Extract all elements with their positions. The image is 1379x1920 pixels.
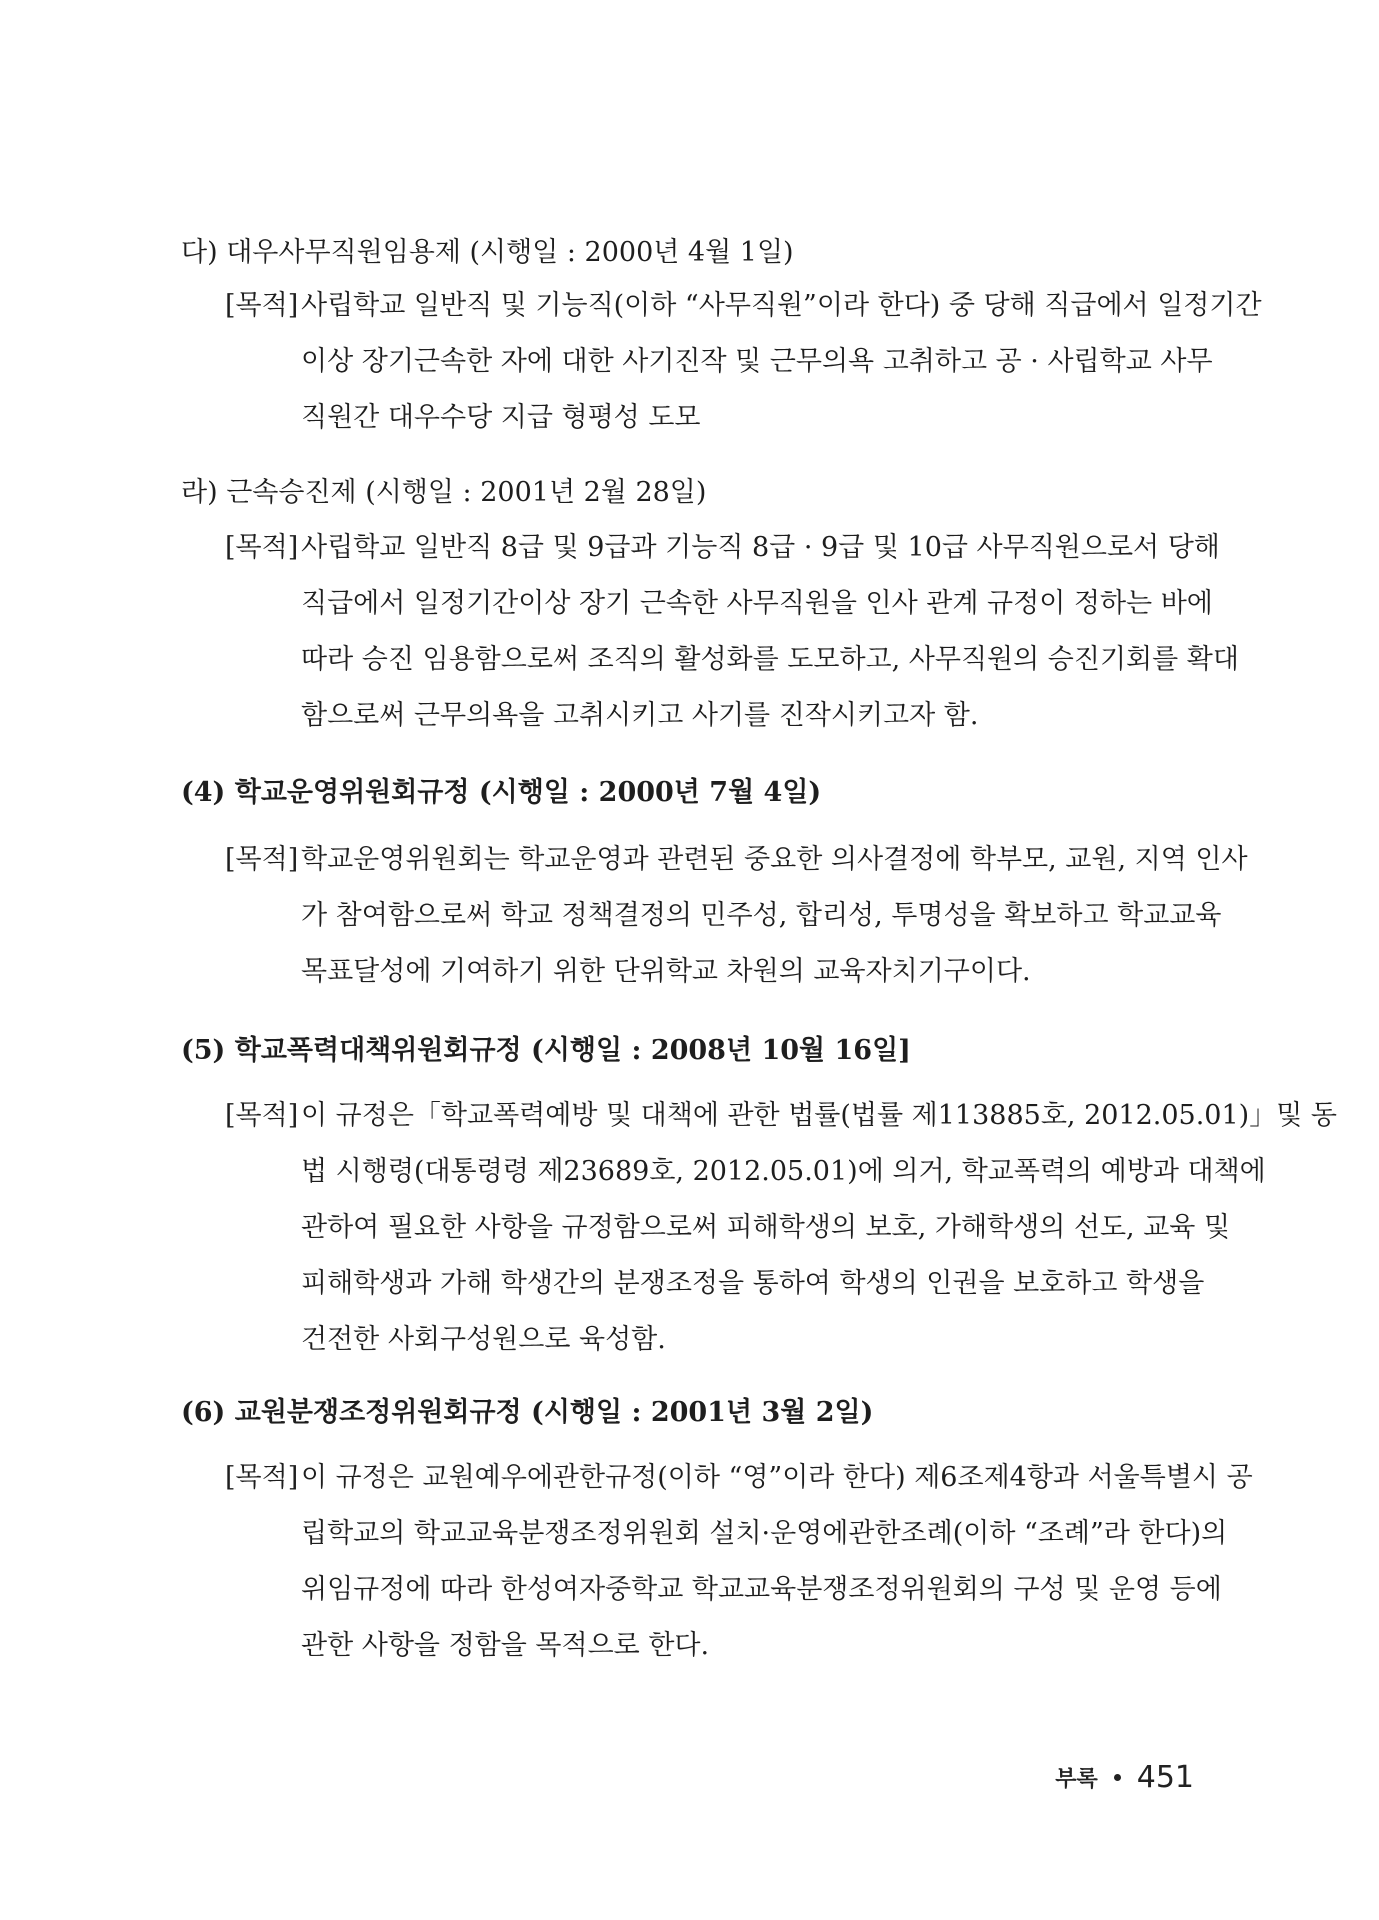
purpose-tag: [목적] [225, 532, 299, 563]
paragraph-line: 따라 승진 임용함으로써 조직의 활성화를 도모하고, 사무직원의 승진기회를 확대 [301, 644, 1239, 675]
section-title: (6) 교원분쟁조정위원회규정 (시행일 : 2001년 3월 2일) [181, 1397, 874, 1428]
paragraph-line: 사립학교 일반직 8급 및 9급과 기능직 8급 · 9급 및 10급 사무직원으로서 당해 [301, 532, 1220, 563]
footer-label: 부록 [1055, 1767, 1098, 1792]
paragraph-line: 가 참여함으로써 학교 정책결정의 민주성, 합리성, 투명성을 확보하고 학교교육 [301, 900, 1222, 931]
paragraph-line: 법 시행령(대통령령 제23689호, 2012.05.01)에 의거, 학교폭력의 예방과 대책에 [301, 1156, 1266, 1187]
paragraph-line: 사립학교 일반직 및 기능직(이하 “사무직원”이라 한다) 중 당해 직급에서 일정기간 [301, 290, 1262, 321]
paragraph-line: 학교운영위원회는 학교운영과 관련된 중요한 의사결정에 학부모, 교원, 지역 인사 [301, 844, 1248, 875]
purpose-tag: [목적] [225, 290, 299, 321]
purpose-tag: [목적] [225, 1100, 299, 1131]
section-title: 다) 대우사무직원임용제 (시행일 : 2000년 4월 1일) [181, 237, 794, 268]
paragraph-line: 목표달성에 기여하기 위한 단위학교 차원의 교육자치기구이다. [301, 956, 1031, 987]
section-title: (5) 학교폭력대책위원회규정 (시행일 : 2008년 10월 16일] [181, 1035, 911, 1066]
bullet-dot-icon [1114, 1774, 1121, 1781]
paragraph-line: 건전한 사회구성원으로 육성함. [301, 1324, 666, 1355]
purpose-tag: [목적] [225, 1462, 299, 1493]
page-footer [1055, 1760, 1194, 1795]
paragraph-line: 위임규정에 따라 한성여자중학교 학교교육분쟁조정위원회의 구성 및 운영 등에 [301, 1574, 1222, 1605]
paragraph-line: 함으로써 근무의욕을 고취시키고 사기를 진작시키고자 함. [301, 700, 979, 731]
paragraph-line: 직급에서 일정기간이상 장기 근속한 사무직원을 인사 관계 규정이 정하는 바에 [301, 588, 1213, 619]
section-title: (4) 학교운영위원회규정 (시행일 : 2000년 7월 4일) [181, 777, 822, 808]
paragraph-line: 관하여 필요한 사항을 규정함으로써 피해학생의 보호, 가해학생의 선도, 교육 및 [301, 1212, 1231, 1243]
paragraph-line: 이상 장기근속한 자에 대한 사기진작 및 근무의욕 고취하고 공 · 사립학교 사무 [301, 346, 1213, 377]
paragraph-line: 피해학생과 가해 학생간의 분쟁조정을 통하여 학생의 인권을 보호하고 학생을 [301, 1268, 1205, 1299]
purpose-tag: [목적] [225, 844, 299, 875]
paragraph-line: 관한 사항을 정함을 목적으로 한다. [301, 1630, 710, 1661]
page-number: 451 [1136, 1760, 1194, 1795]
section-title: 라) 근속승진제 (시행일 : 2001년 2월 28일) [181, 477, 707, 508]
paragraph-line: 직원간 대우수당 지급 형평성 도모 [301, 402, 701, 433]
paragraph-line: 이 규정은「학교폭력예방 및 대책에 관한 법률(법률 제113885호, 2012.05.01)」및 동 [301, 1100, 1337, 1131]
paragraph-line: 이 규정은 교원예우에관한규정(이하 “영”이라 한다) 제6조제4항과 서울특별시 공 [301, 1462, 1253, 1493]
paragraph-line: 립학교의 학교교육분쟁조정위원회 설치·운영에관한조례(이하 “조례”라 한다)의 [301, 1518, 1228, 1549]
